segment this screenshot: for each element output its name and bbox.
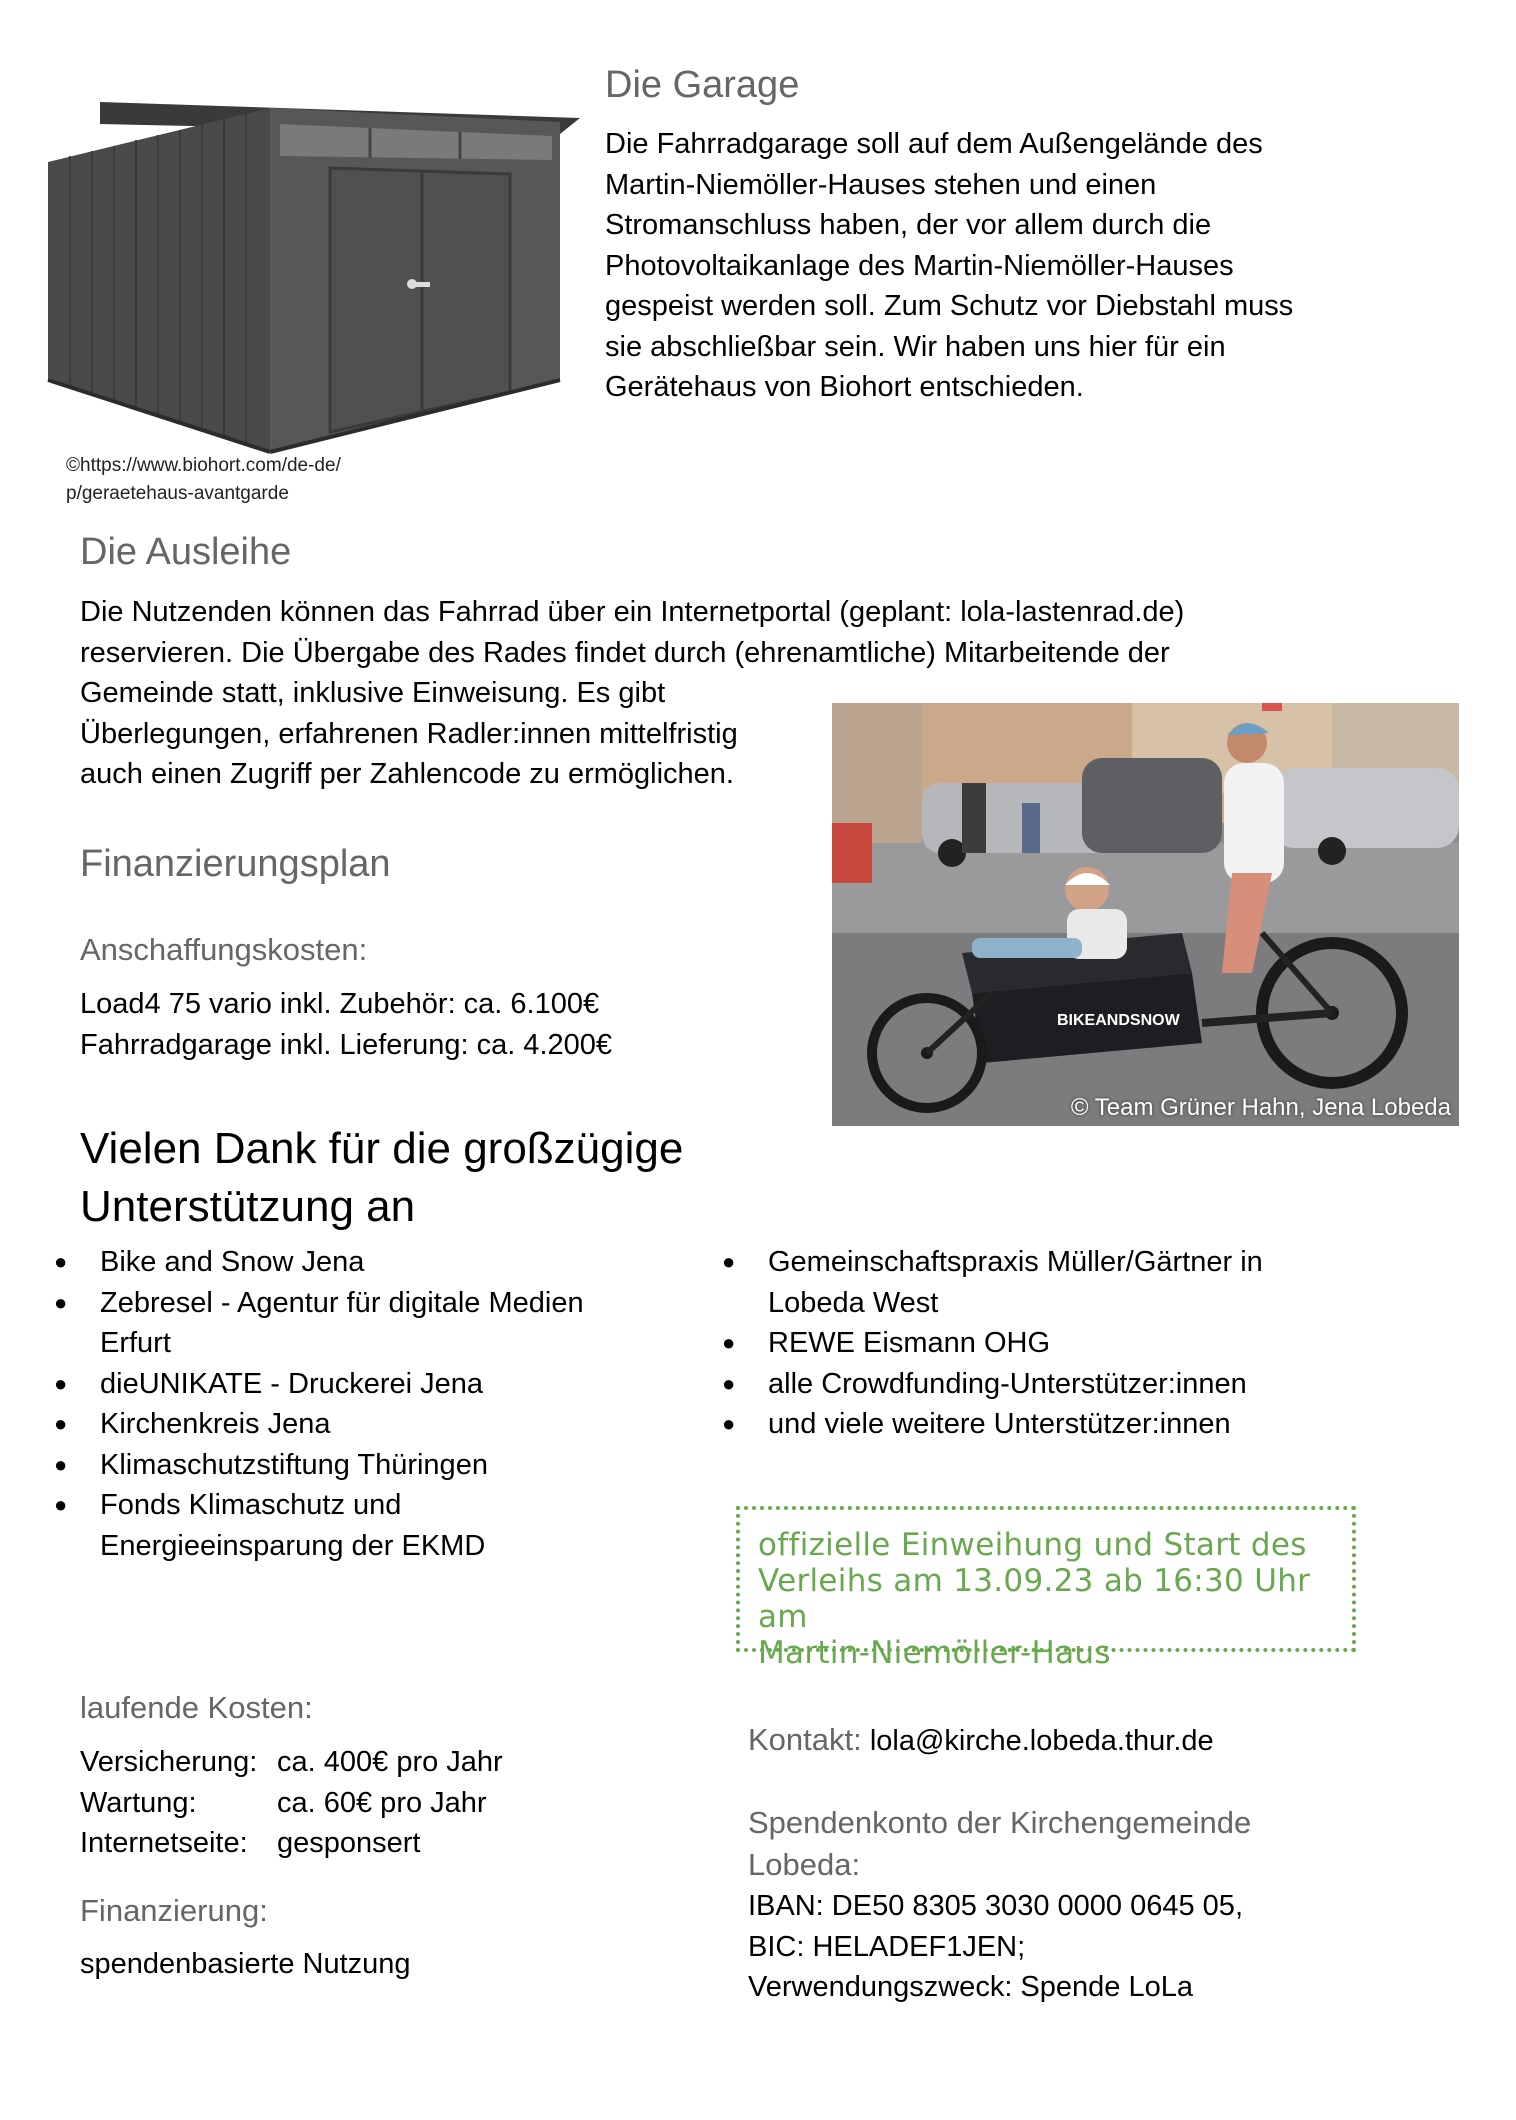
garage-image (40, 92, 580, 462)
paragraph-line: auch einen Zugriff per Zahlencode zu ermöglichen. (80, 758, 734, 790)
contact-label: Kontakt: (748, 1722, 862, 1757)
bullet-icon: ● (722, 1330, 736, 1355)
event-line: Martin-Niemöller-Haus (758, 1635, 1111, 1671)
event-line: offizielle Einweihung und Start des (758, 1527, 1307, 1563)
bullet-icon: ● (54, 1289, 68, 1315)
bullet-icon: ● (722, 1411, 736, 1436)
thanks-heading-line: Unterstützung an (80, 1182, 416, 1231)
garage-paragraph: Die Fahrradgarage soll auf dem Außengelände des Martin-Niemöller-Hauses stehen und einen Stromanschluss haben, der vor allem durch die Photovoltaikanlage des Martin-Niemöller-Hauses gespeist werden soll. Zum Schutz vor Diebstahl muss sie abschließbar sein. Wir haben uns hier für ein Gerätehaus von Biohort entschieden. (605, 128, 1294, 403)
garage-heading: Die Garage (605, 64, 800, 106)
list-item: ● Bike and Snow Jena (100, 1242, 660, 1283)
ausleihe-heading: Die Ausleihe (80, 531, 292, 573)
list-item: ● alle Crowdfunding-Unterstützer:innen (768, 1364, 1328, 1405)
cost-item: Fahrradgarage inkl. Lieferung: ca. 4.200€ (80, 1028, 613, 1061)
paragraph-line: Gemeinde statt, inklusive Einweisung. Es gibt (80, 677, 666, 709)
list-item: ● dieUNIKATE - Druckerei Jena (100, 1364, 660, 1405)
event-announcement-text (758, 1527, 1358, 1671)
thanks-heading-line: Vielen Dank für die großzügige (80, 1124, 684, 1173)
iban: IBAN: DE50 8305 3030 0000 0645 05, (748, 1890, 1243, 1922)
list-item: ● Fonds Klimaschutz und Energieeinsparung der EKMD (100, 1485, 540, 1566)
bank-details (748, 1886, 1243, 2008)
table-row: Versicherung: ca. 400€ pro Jahr (80, 1746, 503, 1778)
laufende-kosten-label: laufende Kosten: (80, 1690, 313, 1725)
spendenkonto-label-line: Spendenkonto der Kirchengemeinde (748, 1805, 1252, 1840)
list-item: ● Gemeinschaftspraxis Müller/Gärtner in Lobeda West (768, 1242, 1308, 1323)
spendenkonto-label-line: Lobeda: (748, 1847, 861, 1882)
bullet-icon: ● (722, 1249, 736, 1274)
supporters-list-right (722, 1242, 1328, 1445)
anschaffungskosten-label: Anschaffungskosten: (80, 932, 368, 967)
credit-line: ©https://www.biohort.com/de-de/ (66, 455, 341, 476)
cost-item: Load4 75 vario inkl. Zubehör: ca. 6.100€ (80, 988, 600, 1020)
list-item: ● Klimaschutzstiftung Thüringen (100, 1445, 660, 1486)
cargo-box-print: BIKEANDSNOW (1057, 1012, 1180, 1029)
list-item: ● Kirchenkreis Jena (100, 1404, 660, 1445)
spendenkonto-label (748, 1802, 1251, 1886)
contact-email[interactable]: lola@kirche.lobeda.thur.de (869, 1725, 1214, 1757)
list-item: ● Zebresel - Agentur für digitale Medien Erfurt (100, 1283, 660, 1364)
verwendungszweck: Verwendungszweck: Spende LoLa (748, 1971, 1193, 2003)
list-item: ● und viele weitere Unterstützer:innen (768, 1404, 1328, 1445)
finanzierung-value: spendenbasierte Nutzung (80, 1948, 411, 1980)
list-item: ● REWE Eismann OHG (768, 1323, 1328, 1364)
table-row: Wartung: ca. 60€ pro Jahr (80, 1786, 487, 1819)
paragraph-line: reservieren. Die Übergabe des Rades findet durch (ehrenamtliche) Mitarbeitende der (80, 636, 1170, 669)
paragraph-line: Die Nutzenden können das Fahrrad über ein Internetportal (geplant: lola-lastenrad.de) (80, 596, 1185, 628)
bullet-icon: ● (722, 1370, 736, 1396)
event-line: Verleihs am 13.09.23 ab 16:30 Uhr am (758, 1563, 1311, 1635)
bic: BIC: HELADEF1JEN; (748, 1930, 1026, 1963)
finanzierung-label: Finanzierung: (80, 1893, 268, 1928)
finanzierungsplan-heading: Finanzierungsplan (80, 843, 391, 885)
photo-credit: © Team Grüner Hahn, Jena Lobeda (1070, 1094, 1451, 1121)
supporters-list-left (54, 1242, 660, 1566)
garage-image-credit (66, 452, 466, 508)
anschaffung-list (80, 984, 612, 1065)
thanks-heading (80, 1120, 683, 1236)
bullet-icon: ● (54, 1451, 68, 1477)
bullet-icon: ● (54, 1370, 68, 1396)
contact (748, 1720, 1214, 1762)
paragraph-line: Überlegungen, erfahrenen Radler:innen mittelfristig (80, 717, 738, 750)
bullet-icon: ● (54, 1492, 68, 1517)
bullet-icon: ● (54, 1249, 68, 1274)
cargo-bike-photo (832, 703, 1459, 1126)
credit-line: p/geraetehaus-avantgarde (66, 483, 289, 504)
bullet-icon: ● (54, 1411, 68, 1436)
laufende-kosten-table (80, 1742, 503, 1864)
table-row: Internetseite: gesponsert (80, 1827, 421, 1859)
